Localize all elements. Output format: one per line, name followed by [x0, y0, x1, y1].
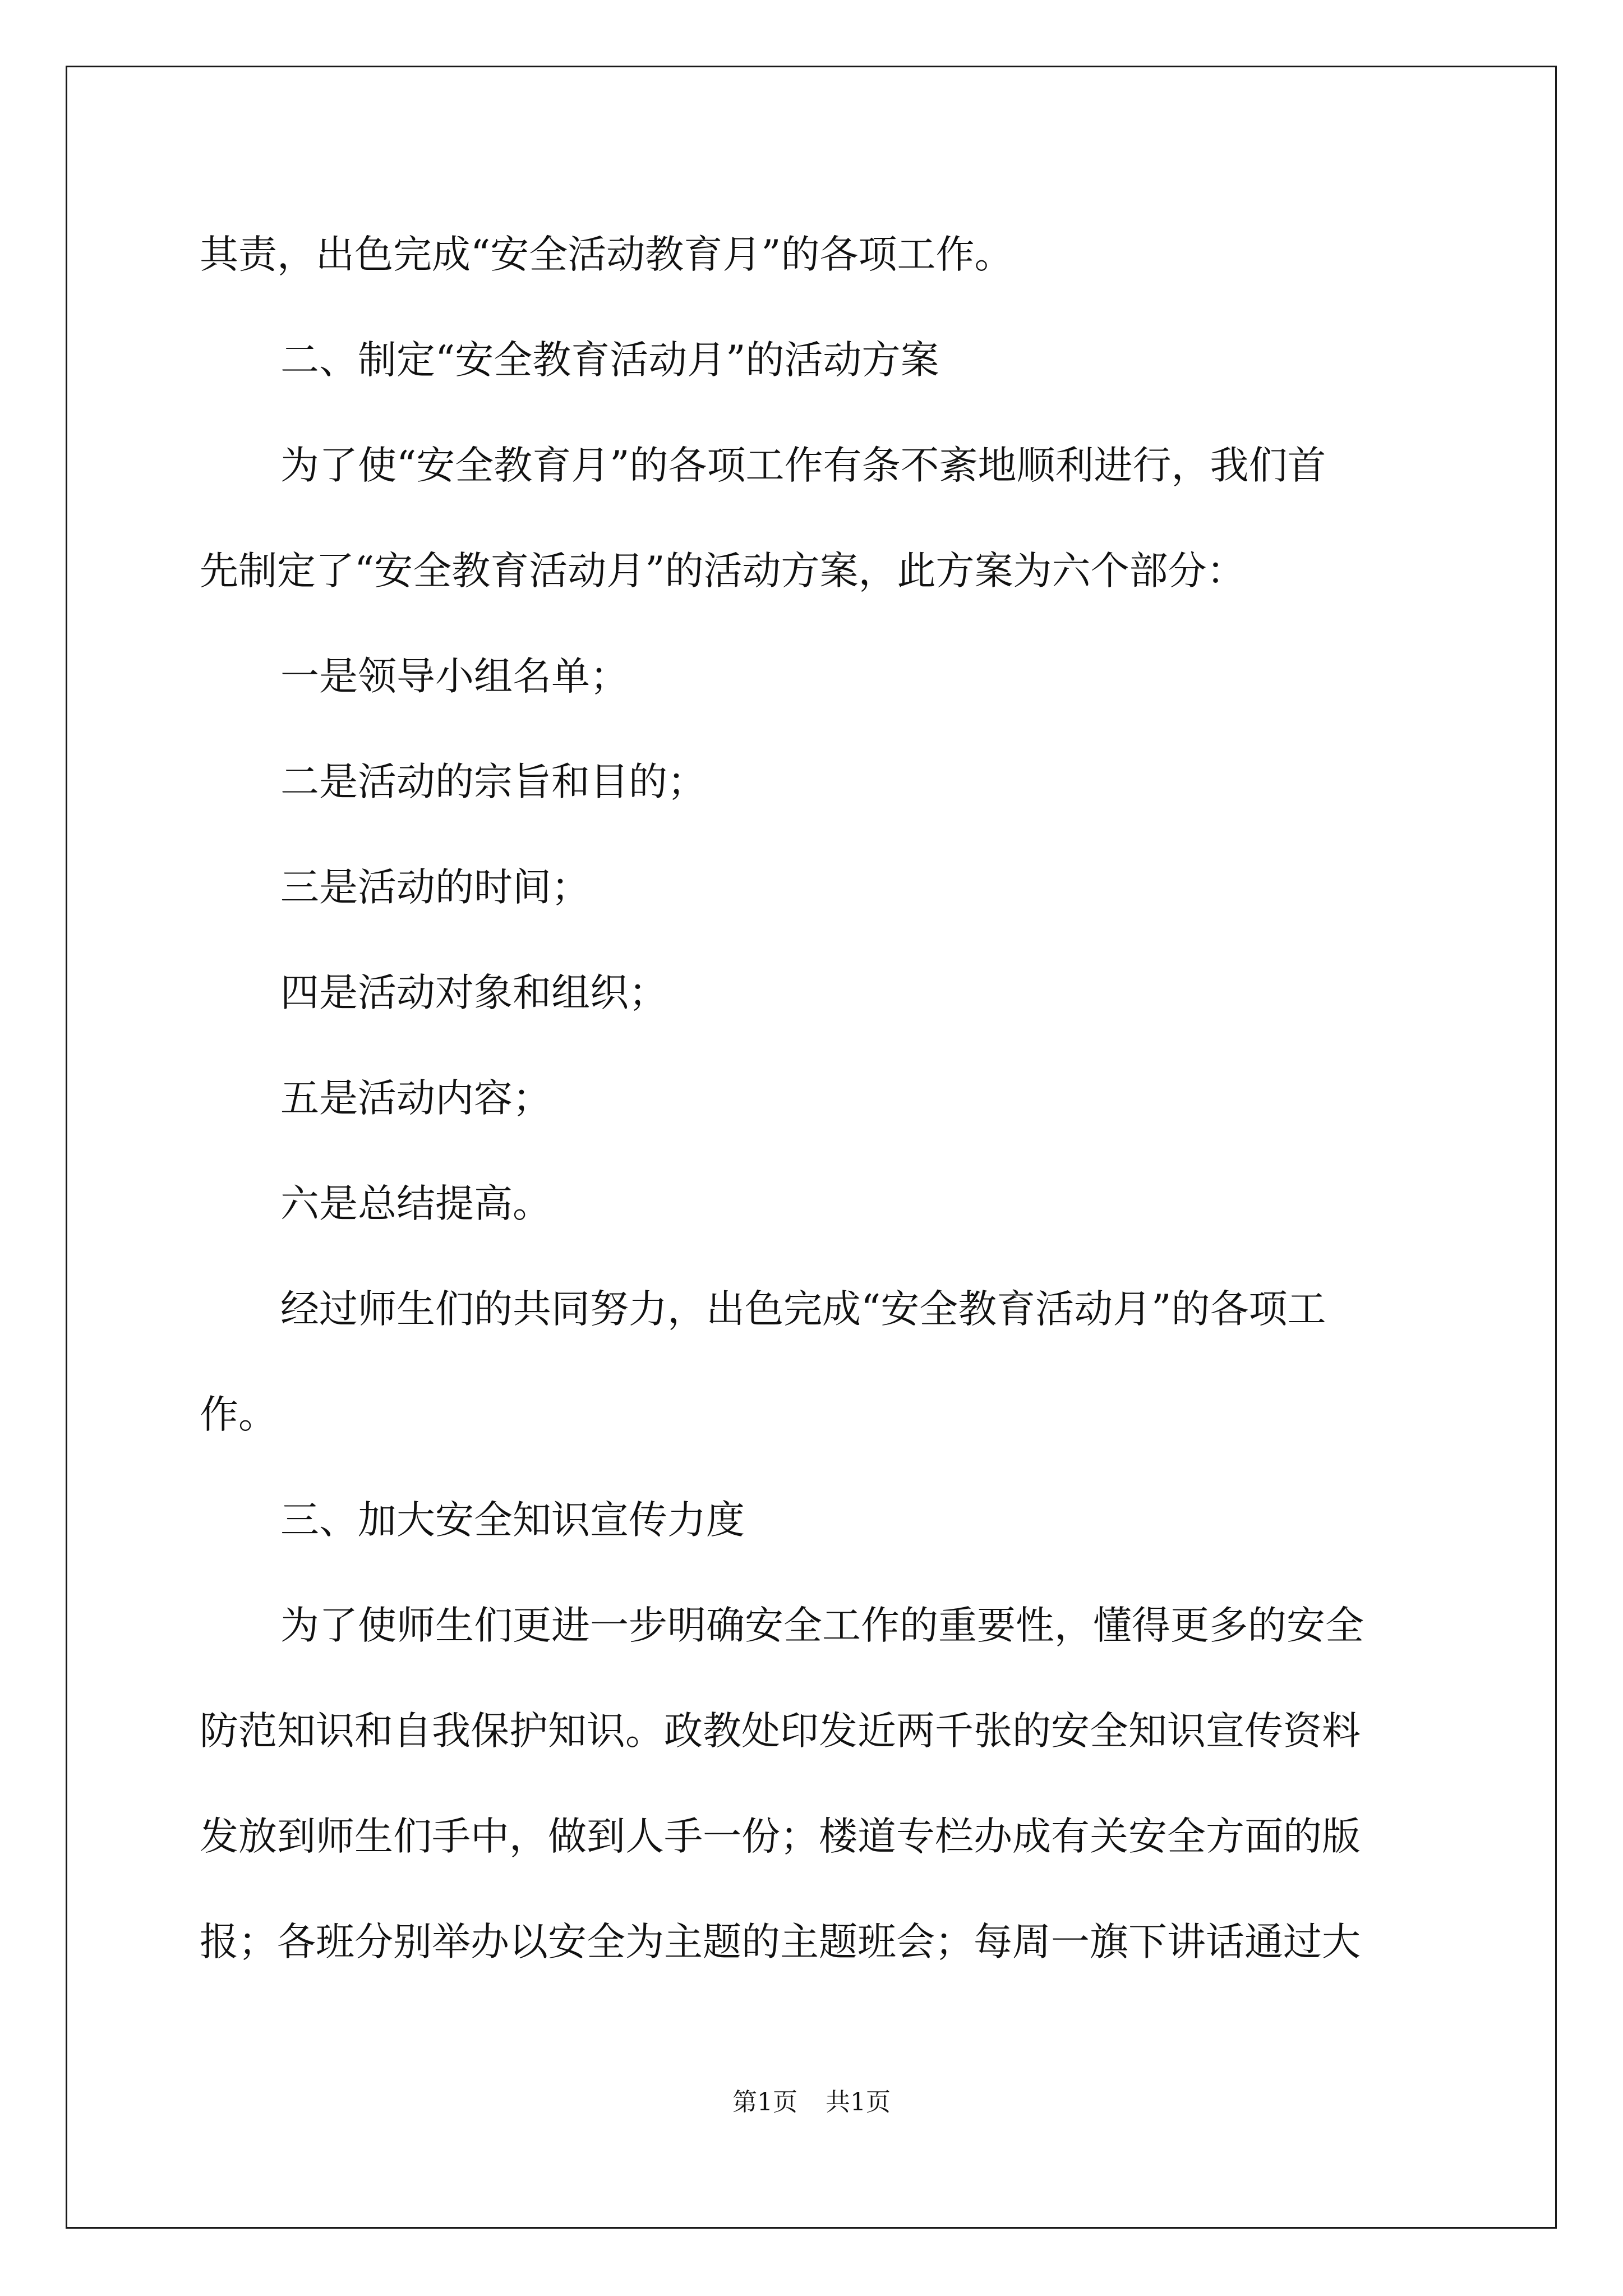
- list-item-5: 五是活动内容；: [280, 1076, 551, 1121]
- page-number-total: 共1页: [826, 2088, 891, 2116]
- list-item-2: 二是活动的宗旨和目的；: [280, 760, 706, 804]
- text-line-16: 发放到师生们手中，做到人手一份；楼道专栏办成有关安全方面的版: [200, 1814, 1361, 1859]
- text-line-4: 先制定了“安全教育活动月”的活动方案，此方案为六个部分：: [200, 549, 1246, 593]
- text-line-3: 为了使“安全教育月”的各项工作有条不紊地顺利进行，我们首: [280, 443, 1326, 488]
- list-item-1: 一是领导小组名单；: [280, 654, 629, 699]
- text-line-17: 报；各班分别举办以安全为主题的主题班会；每周一旗下讲话通过大: [200, 1920, 1361, 1964]
- text-line-1: 其责，出色完成“安全活动教育月”的各项工作。: [200, 232, 1013, 277]
- document-body: [200, 202, 1433, 1995]
- section-heading-2: 二、制定“安全教育活动月”的活动方案: [280, 338, 939, 383]
- list-item-6: 六是总结提高。: [280, 1181, 551, 1226]
- text-line-11: 经过师生们的共同努力，出色完成“安全教育活动月”的各项工: [280, 1287, 1326, 1332]
- page-number-current: 第1页: [732, 2088, 797, 2116]
- text-line-12: 作。: [200, 1392, 277, 1437]
- text-line-14: 为了使师生们更进一步明确安全工作的重要性，懂得更多的安全: [280, 1603, 1364, 1648]
- list-item-3: 三是活动的时间；: [280, 865, 590, 910]
- text-line-15: 防范知识和自我保护知识。政教处印发近两千张的安全知识宣传资料: [200, 1709, 1361, 1754]
- page-footer: [0, 2086, 1623, 2119]
- section-heading-3: 三、加大安全知识宣传力度: [280, 1498, 745, 1543]
- list-item-4: 四是活动对象和组织；: [280, 970, 667, 1015]
